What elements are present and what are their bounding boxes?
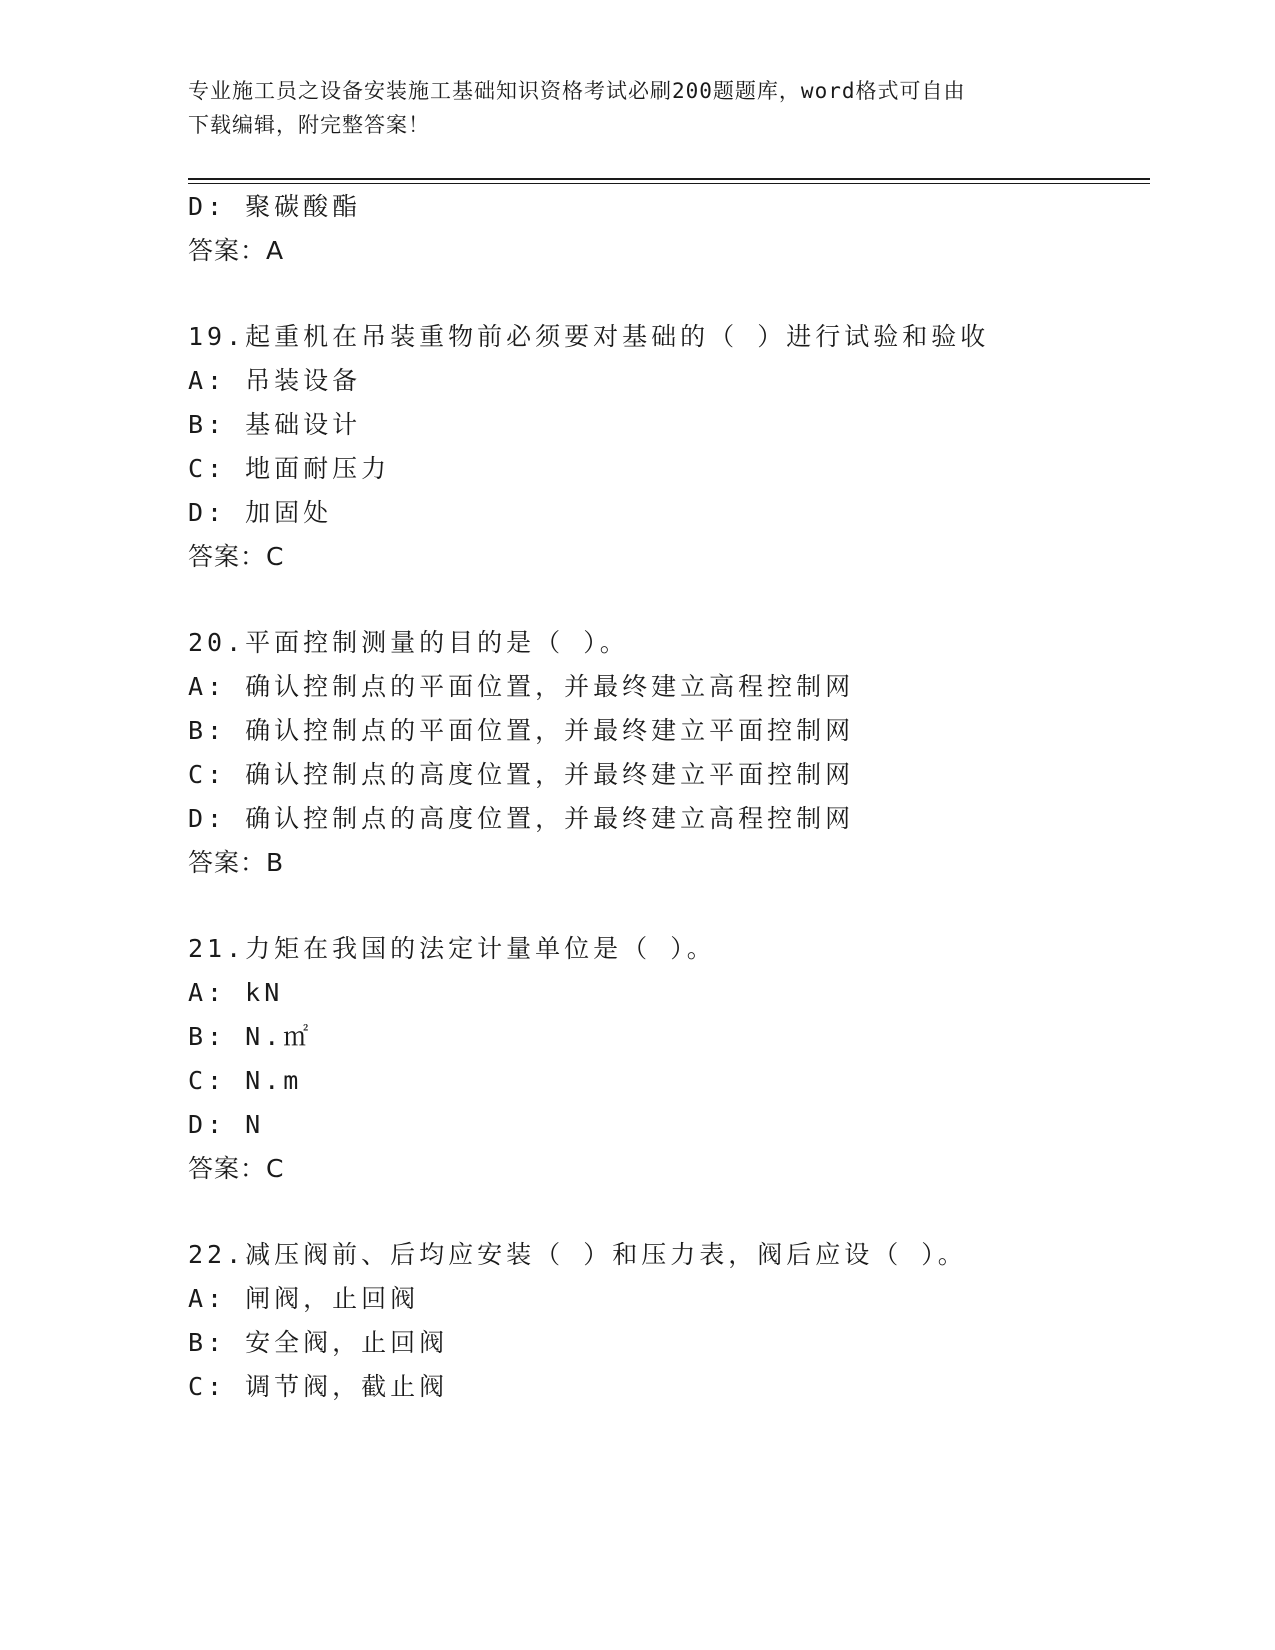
q19-option-c: C: 地面耐压力 [188,454,391,483]
q22-option-c: C: 调节阀，截止阀 [188,1372,449,1401]
q20-option-d: D: 确认控制点的高度位置，并最终建立高程控制网 [188,804,855,833]
q18-option-d: D: 聚碳酸酯 [188,192,362,221]
header-line-1: 专业施工员之设备安装施工基础知识资格考试必刷200题题库，word格式可自由 [188,79,966,103]
q19-option-b: B: 基础设计 [188,410,362,439]
q20-option-a: A: 确认控制点的平面位置，并最终建立高程控制网 [188,672,855,701]
header-divider-thin [188,183,1150,184]
q21-option-d: D: N [188,1110,265,1139]
q21-option-a: A: kN [188,978,284,1007]
q21-option-c: C: N.m [188,1066,303,1095]
q19-answer: 答案：C [188,542,285,571]
q21-question: 21.力矩在我国的法定计量单位是（ ）。 [188,934,716,963]
header-line-2: 下载编辑，附完整答案！ [188,113,430,137]
q21-answer: 答案：C [188,1154,285,1183]
q20-option-b: B: 确认控制点的平面位置，并最终建立平面控制网 [188,716,855,745]
q22-option-a: A: 闸阀，止回阀 [188,1284,420,1313]
q22-question: 22.减压阀前、后均应安装（ ）和压力表，阀后应设（ ）。 [188,1240,967,1269]
document-header [188,74,1088,142]
q18-answer: 答案：A [188,236,285,265]
q19-question: 19.起重机在吊装重物前必须要对基础的（ ）进行试验和验收 [188,322,990,351]
q20-answer: 答案：B [188,848,285,877]
q19-option-d: D: 加固处 [188,498,333,527]
header-divider-thick [188,178,1150,180]
q20-option-c: C: 确认控制点的高度位置，并最终建立平面控制网 [188,760,855,789]
q19-option-a: A: 吊装设备 [188,366,362,395]
q20-question: 20.平面控制测量的目的是（ ）。 [188,628,629,657]
q22-option-b: B: 安全阀，止回阀 [188,1328,449,1357]
q21-option-b: B: N.㎡ [188,1022,313,1051]
